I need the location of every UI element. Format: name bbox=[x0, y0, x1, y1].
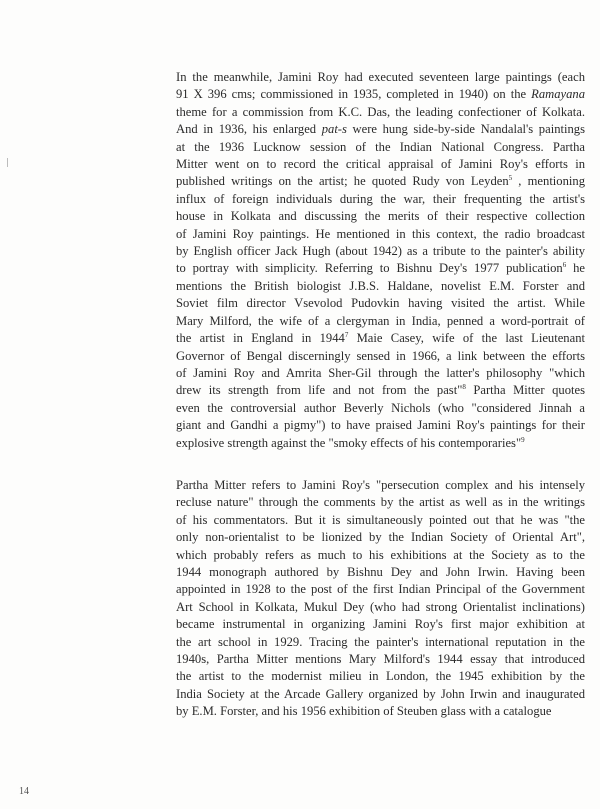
text-line: of Jamini Roy paintings. He mentioned in this context, the radio broadcast bbox=[176, 226, 585, 241]
text-line: which probably refers as much to his exhibitions at the Society as to the bbox=[176, 547, 585, 562]
text-line: house in Kolkata and discussing the merits of their respective collection bbox=[176, 209, 585, 224]
text-line: In the meanwhile, Jamini Roy had executed seventeen large paintings (each bbox=[176, 70, 585, 84]
text-line: Art School in Kolkata, Mukul Dey (who had strong Orientalist inclinations) bbox=[176, 599, 585, 614]
text-line: the artist in England in 1944$^7$ Maie Casey, wife of the last Lieutenant bbox=[176, 330, 585, 346]
text-line: to portray with simplicity. Referring to Bishnu Dey's 1977 publication$^6$ he bbox=[176, 261, 585, 276]
paragraph-1 bbox=[176, 69, 585, 452]
text-line: Soviet film director Vsevolod Pudovkin having visited the artist. While bbox=[176, 296, 585, 311]
text-line: And in 1936, his enlarged pat-s were hung side-by-side Nandalal's paintings bbox=[176, 122, 585, 137]
text-line: at the 1936 Lucknow session of the Indian National Congress. Partha bbox=[176, 139, 585, 154]
text-line: the art school in 1929. Tracing the painter's international reputation in the bbox=[176, 634, 585, 649]
text-line: explosive strength against the "smoky effects of his contemporaries"$^9$ bbox=[176, 435, 525, 450]
text-line: Governor of Bengal discerningly sensed in 1966, a link between the efforts bbox=[176, 348, 585, 363]
text-line: Partha Mitter refers to Jamini Roy's "persecution complex and his intensely bbox=[176, 478, 585, 492]
text-line: mentions the British biologist J.B.S. Haldane, novelist E.M. Forster and bbox=[176, 278, 585, 293]
text-line: Mary Milford, the wife of a clergyman in India, penned a word-portrait of bbox=[176, 313, 585, 328]
text-line: Mitter went on to record the critical appraisal of Jamini Roy's efforts in bbox=[176, 157, 585, 172]
paragraph-2 bbox=[176, 477, 585, 721]
text-line: theme for a commission from K.C. Das, the leading confectioner of Kolkata. bbox=[176, 104, 585, 119]
text-line: of Jamini Roy and Amrita Sher-Gil through the latter's philosophy "which bbox=[176, 365, 585, 380]
text-line: published writings on the artist; he quoted Rudy von Leyden$^5$ , mentioning bbox=[176, 174, 585, 189]
footnote-marker: 9 bbox=[521, 435, 525, 444]
page-number: 14 bbox=[19, 786, 29, 797]
text-line: influx of foreign individuals during the war, their frequenting the artist's bbox=[176, 191, 585, 206]
text-line: 1940s, Partha Mitter mentions Mary Milford's 1944 essay that introduced bbox=[176, 652, 585, 667]
margin-mark bbox=[7, 158, 8, 167]
text-line: appointed in 1928 to the post of the first Indian Principal of the Government bbox=[176, 582, 585, 597]
text-line: India Society at the Arcade Gallery organized by John Irwin and inaugurated bbox=[176, 686, 585, 701]
text-line: 91 X 396 cms; commissioned in 1935, completed in 1940) on the Ramayana bbox=[176, 87, 585, 102]
text-line: drew its strength from life and not from the past"$^8$ Partha Mitter quotes bbox=[176, 383, 585, 398]
text-line: of his commentators. But it is simultaneously pointed out that he was "the bbox=[176, 512, 585, 527]
text-line: only non-orientalist to be lionized by the Indian Society of Oriental Art", bbox=[176, 530, 585, 545]
footnote-marker: 7 bbox=[344, 330, 349, 339]
text-line: the artist to the modernist milieu in London, the 1945 exhibition by the bbox=[176, 669, 585, 684]
footnote-marker: 6 bbox=[562, 261, 567, 270]
text-line: became instrumental in organizing Jamini Roy's first major exhibition at bbox=[176, 617, 585, 632]
footnote-marker: 5 bbox=[508, 174, 513, 183]
footnote-marker: 8 bbox=[462, 383, 466, 392]
text-line: recluse nature" through the comments by the artist as well as in the writings bbox=[176, 495, 585, 510]
text-line: 1944 monograph authored by Bishnu Dey and John Irwin. Having been bbox=[176, 565, 585, 580]
text-line: by E.M. Forster, and his 1956 exhibition of Steuben glass with a catalogue bbox=[176, 704, 552, 719]
text-line: giant and Gandhi a pigmy") to have praised Jamini Roy's paintings for their bbox=[176, 418, 585, 433]
text-line: by English officer Jack Hugh (about 1942) as a tribute to the painter's ability bbox=[176, 244, 585, 259]
text-line: even the controversial author Beverly Nichols (who "considered Jinnah a bbox=[176, 400, 585, 415]
